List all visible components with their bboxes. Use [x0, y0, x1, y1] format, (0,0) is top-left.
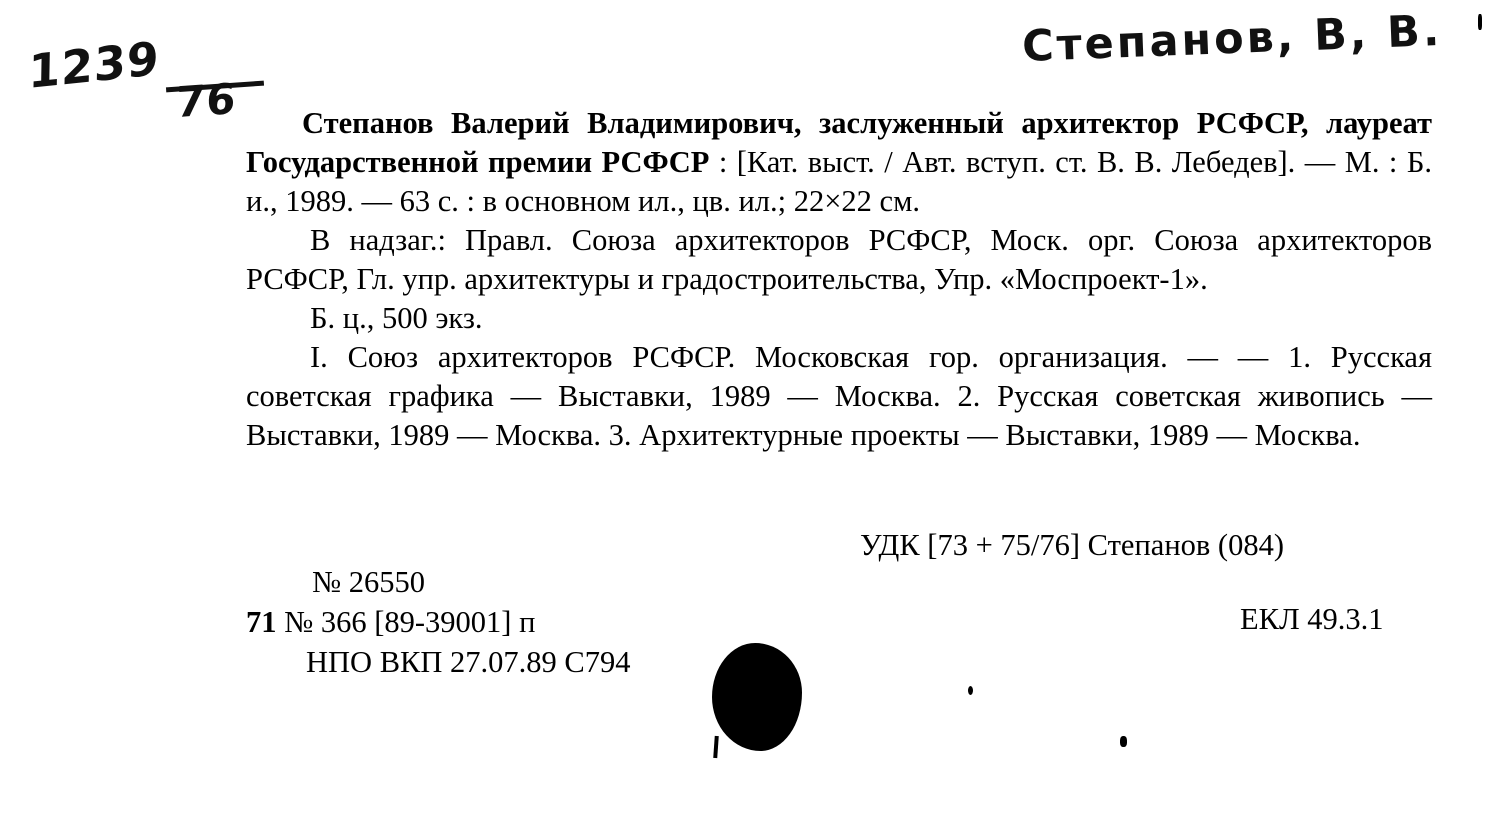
handwritten-shelf-denominator: 76 — [175, 73, 238, 128]
order-number-row — [246, 602, 631, 642]
ink-blot — [712, 643, 802, 751]
ink-speck — [1478, 14, 1482, 30]
record-heading — [246, 104, 1432, 221]
heading-line-2: РСФСР, лауреат Государственной премии РСФСР — [246, 106, 1432, 179]
heading-line-1: Степанов Валерий Владимирович, заслуженный архитектор — [302, 106, 1180, 140]
handwritten-author-signature: Степанов, В, В. — [1021, 5, 1444, 73]
imprint-line: НПО ВКП 27.07.89 С794 — [306, 645, 631, 679]
imprint-row — [246, 642, 631, 682]
subject-tracings: I. Союз архитекторов РСФСР. Московская гор. организация. — — 1. Русская советская графика — Выставки, 1989 — Москва. 2. Русская советская живопись — Выставки, 1989 — Москва. 3. Архитектурные проекты — Выставки, 1989 — Москва. — [246, 340, 1432, 452]
card-footer — [246, 562, 631, 682]
order-number: № 366 [89-39001] п — [284, 605, 536, 639]
ink-blot-tail — [713, 736, 719, 758]
udk-classification: УДК [73 + 75/76] Степанов (084) — [860, 528, 1284, 562]
note-price-print-run: Б. ц., 500 экз. — [310, 301, 483, 335]
ink-speck — [968, 686, 973, 695]
bibliographic-record — [246, 104, 1432, 455]
note-at-head: В надзаг.: Правл. Союза архитекторов РСФСР, Моск. орг. Союза архитекторов РСФСР, Гл. упр. архитектуры и градостроительства, Упр. «Моспроект-1». — [246, 223, 1432, 296]
catalog-number: № 26550 — [312, 565, 425, 599]
catalog-number-row — [246, 562, 631, 602]
ekl-code: ЕКЛ 49.3.1 — [1240, 602, 1384, 636]
handwritten-shelf-number: 1239 — [27, 30, 161, 100]
title-statement: : [Кат. выст. / Авт. вступ. ст. В. В. Лебедев]. — М. : Б. и., 1989. — 63 с. : в основном ил., цв. ил.; 22×22 см. — [246, 145, 1432, 218]
ink-speck — [1120, 736, 1127, 747]
footer-row-prefix: 71 — [246, 605, 277, 639]
